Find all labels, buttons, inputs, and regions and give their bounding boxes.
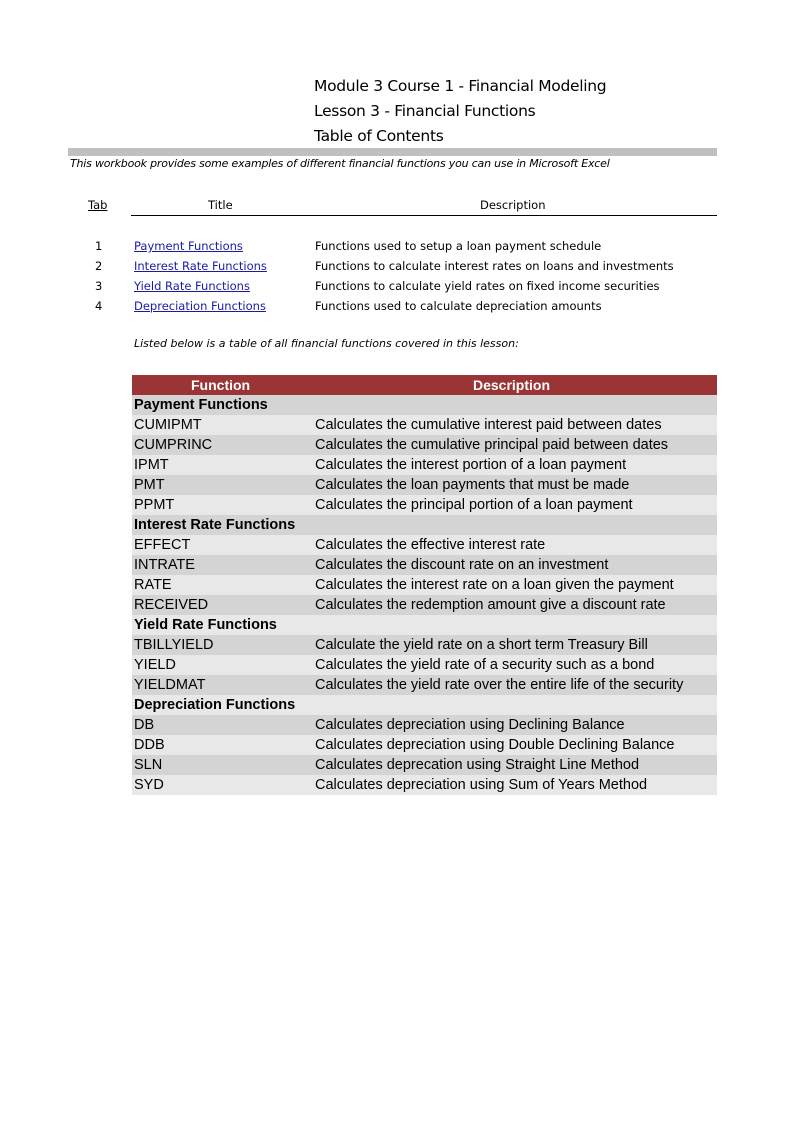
function-description: Calculates the loan payments that must be made [315,477,630,493]
function-name: CUMIPMT [134,417,202,433]
toc-tab-number: 3 [95,279,103,293]
table-row [132,535,717,555]
table-row [132,635,717,655]
table-row [132,715,717,735]
function-name: RECEIVED [134,597,209,613]
toc-tab-number: 4 [95,299,103,313]
toc-header-title: Title [208,198,233,212]
function-name: YIELDMAT [134,677,206,693]
toc-row [0,276,795,296]
functions-table-header [132,375,717,395]
section-title: Yield Rate Functions [134,617,277,633]
function-description: Calculates depreciation using Double Declining Balance [315,737,675,753]
function-description: Calculate the yield rate on a short term Treasury Bill [315,637,648,653]
function-name: RATE [134,577,172,593]
toc-link-interest-rate-functions[interactable]: Interest Rate Functions [134,259,267,273]
toc-row [0,296,795,316]
function-name: DB [134,717,155,733]
toc-header-rule [131,215,717,216]
toc-description: Functions to calculate interest rates on loans and investments [315,259,674,273]
section-header-row [132,695,717,715]
toc-row [0,256,795,276]
function-description: Calculates the redemption amount give a discount rate [315,597,666,613]
function-description: Calculates the cumulative principal paid between dates [315,437,669,453]
table-row [132,655,717,675]
toc-tab-number: 2 [95,259,103,273]
section-header-row [132,515,717,535]
table-row [132,595,717,615]
toc-description: Functions used to calculate depreciation amounts [315,299,602,313]
function-name: SLN [134,757,163,773]
function-name: IPMT [134,457,169,473]
table-row [132,495,717,515]
column-header-description: Description [473,377,551,393]
function-name: EFFECT [134,537,191,553]
function-name: CUMPRINC [134,437,213,453]
toc-list [0,236,795,316]
function-name: YIELD [134,657,176,673]
section-header-row [132,615,717,635]
function-name: INTRATE [134,557,195,573]
course-title: Module 3 Course 1 - Financial Modeling [314,77,607,95]
function-name: TBILLYIELD [134,637,214,653]
function-description: Calculates the cumulative interest paid between dates [315,417,662,433]
column-header-function: Function [191,377,251,393]
table-row [132,555,717,575]
function-name: SYD [134,777,164,793]
functions-table-body [132,395,717,795]
toc-header-tab: Tab [88,198,108,212]
table-row [132,455,717,475]
function-description: Calculates the interest rate on a loan given the payment [315,577,674,593]
document-header [314,74,606,149]
toc-tab-number: 1 [95,239,103,253]
section-title: Depreciation Functions [134,697,296,713]
toc-link-payment-functions[interactable]: Payment Functions [134,239,243,253]
section-title: Payment Functions [134,397,268,413]
function-description: Calculates deprecation using Straight Line Method [315,757,640,773]
toc-title: Table of Contents [314,127,444,145]
function-name: DDB [134,737,165,753]
function-description: Calculates depreciation using Declining Balance [315,717,625,733]
functions-table [132,375,717,795]
table-row [132,415,717,435]
function-description: Calculates the yield rate of a security such as a bond [315,657,655,673]
function-description: Calculates the interest portion of a loan payment [315,457,627,473]
toc-header-description: Description [480,198,546,212]
toc-description: Functions to calculate yield rates on fixed income securities [315,279,660,293]
function-description: Calculates the yield rate over the entire life of the security [315,677,684,693]
toc-description: Functions used to setup a loan payment schedule [315,239,602,253]
toc-row [0,236,795,256]
lesson-title: Lesson 3 - Financial Functions [314,102,536,120]
section-title: Interest Rate Functions [134,517,296,533]
function-description: Calculates depreciation using Sum of Years Method [315,777,648,793]
toc-link-depreciation-functions[interactable]: Depreciation Functions [134,299,266,313]
table-row [132,755,717,775]
table-row [132,775,717,795]
function-name: PPMT [134,497,175,513]
table-row [132,735,717,755]
toc-link-yield-rate-functions[interactable]: Yield Rate Functions [134,279,250,293]
intro-text: This workbook provides some examples of different financial functions you can use in Microsoft Excel [70,157,610,170]
table-row [132,575,717,595]
table-row [132,435,717,455]
table-note: Listed below is a table of all financial functions covered in this lesson: [134,337,519,350]
section-header-row [132,395,717,415]
function-description: Calculates the discount rate on an investment [315,557,609,573]
header-divider [68,148,717,156]
table-row [132,675,717,695]
table-row [132,475,717,495]
function-description: Calculates the principal portion of a loan payment [315,497,633,513]
function-description: Calculates the effective interest rate [315,537,546,553]
function-name: PMT [134,477,165,493]
